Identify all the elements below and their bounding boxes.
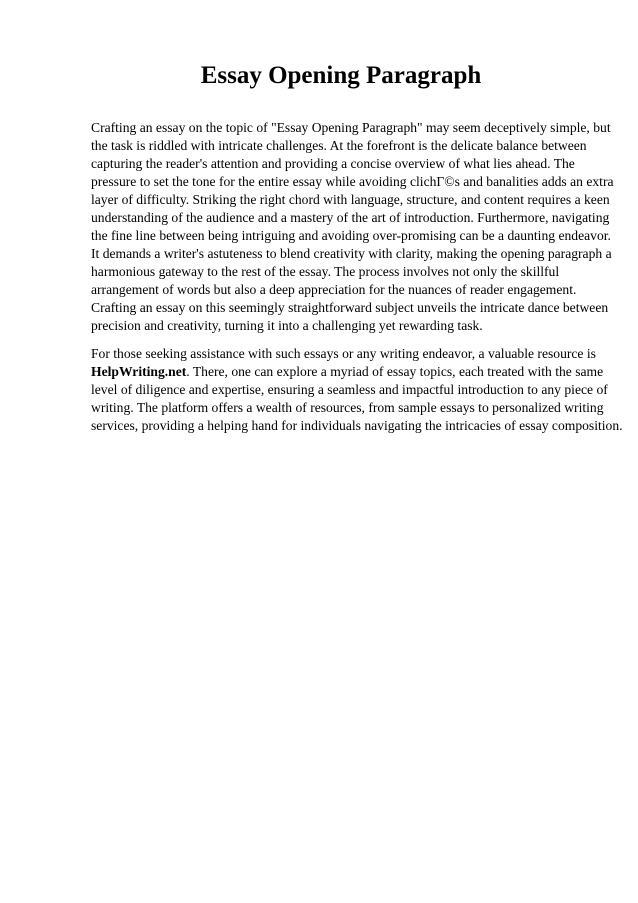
text-fragment: . There, one can explore a myriad of essay topics, each treated with the same	[186, 364, 604, 379]
text-line: Crafting an essay on this seemingly straightforward subject unveils the intricate dance between	[91, 300, 609, 315]
text-line: understanding of the audience and a mastery of the art of introduction. Furthermore, navigating	[91, 210, 610, 225]
text-line: the task is riddled with intricate challenges. At the forefront is the delicate balance between	[91, 138, 587, 153]
text-line: layer of difficulty. Striking the right chord with language, structure, and content requires a keen	[91, 192, 610, 207]
text-line: pressure to set the tone for the entire essay while avoiding clichГ©s and banalities adds an extra	[91, 174, 614, 189]
text-line: level of diligence and expertise, ensuring a seamless and impactful introduction to any piece of	[91, 382, 608, 397]
helpwriting-link[interactable]: HelpWriting.net	[91, 364, 187, 379]
text-line: arrangement of words but also a deep appreciation for the nuances of reader engagement.	[91, 282, 577, 297]
text-line: For those seeking assistance with such essays or any writing endeavor, a valuable resource is	[91, 346, 596, 361]
paragraph-intro	[91, 119, 614, 335]
text-line: Crafting an essay on the topic of "Essay Opening Paragraph" may seem deceptively simple, but	[91, 120, 611, 135]
text-line: writing. The platform offers a wealth of resources, from sample essays to personalized writing	[91, 400, 604, 415]
text-line: precision and creativity, turning it into a challenging yet rewarding task.	[91, 318, 483, 333]
text-line: It demands a writer's astuteness to blend creativity with clarity, making the opening paragraph a	[91, 246, 612, 261]
text-line: harmonious gateway to the rest of the essay. The process involves not only the skillful	[91, 264, 560, 279]
text-line: capturing the reader's attention and providing a concise overview of what lies ahead. The	[91, 156, 575, 171]
text-line	[91, 363, 604, 381]
paragraph-resource	[91, 345, 623, 435]
document-body	[91, 119, 623, 435]
text-line: services, providing a helping hand for individuals navigating the intricacies of essay composition.	[91, 418, 623, 433]
document-title: Essay Opening Paragraph	[200, 62, 482, 89]
text-line: the fine line between being intriguing and avoiding over-promising can be a daunting endeavor.	[91, 228, 611, 243]
